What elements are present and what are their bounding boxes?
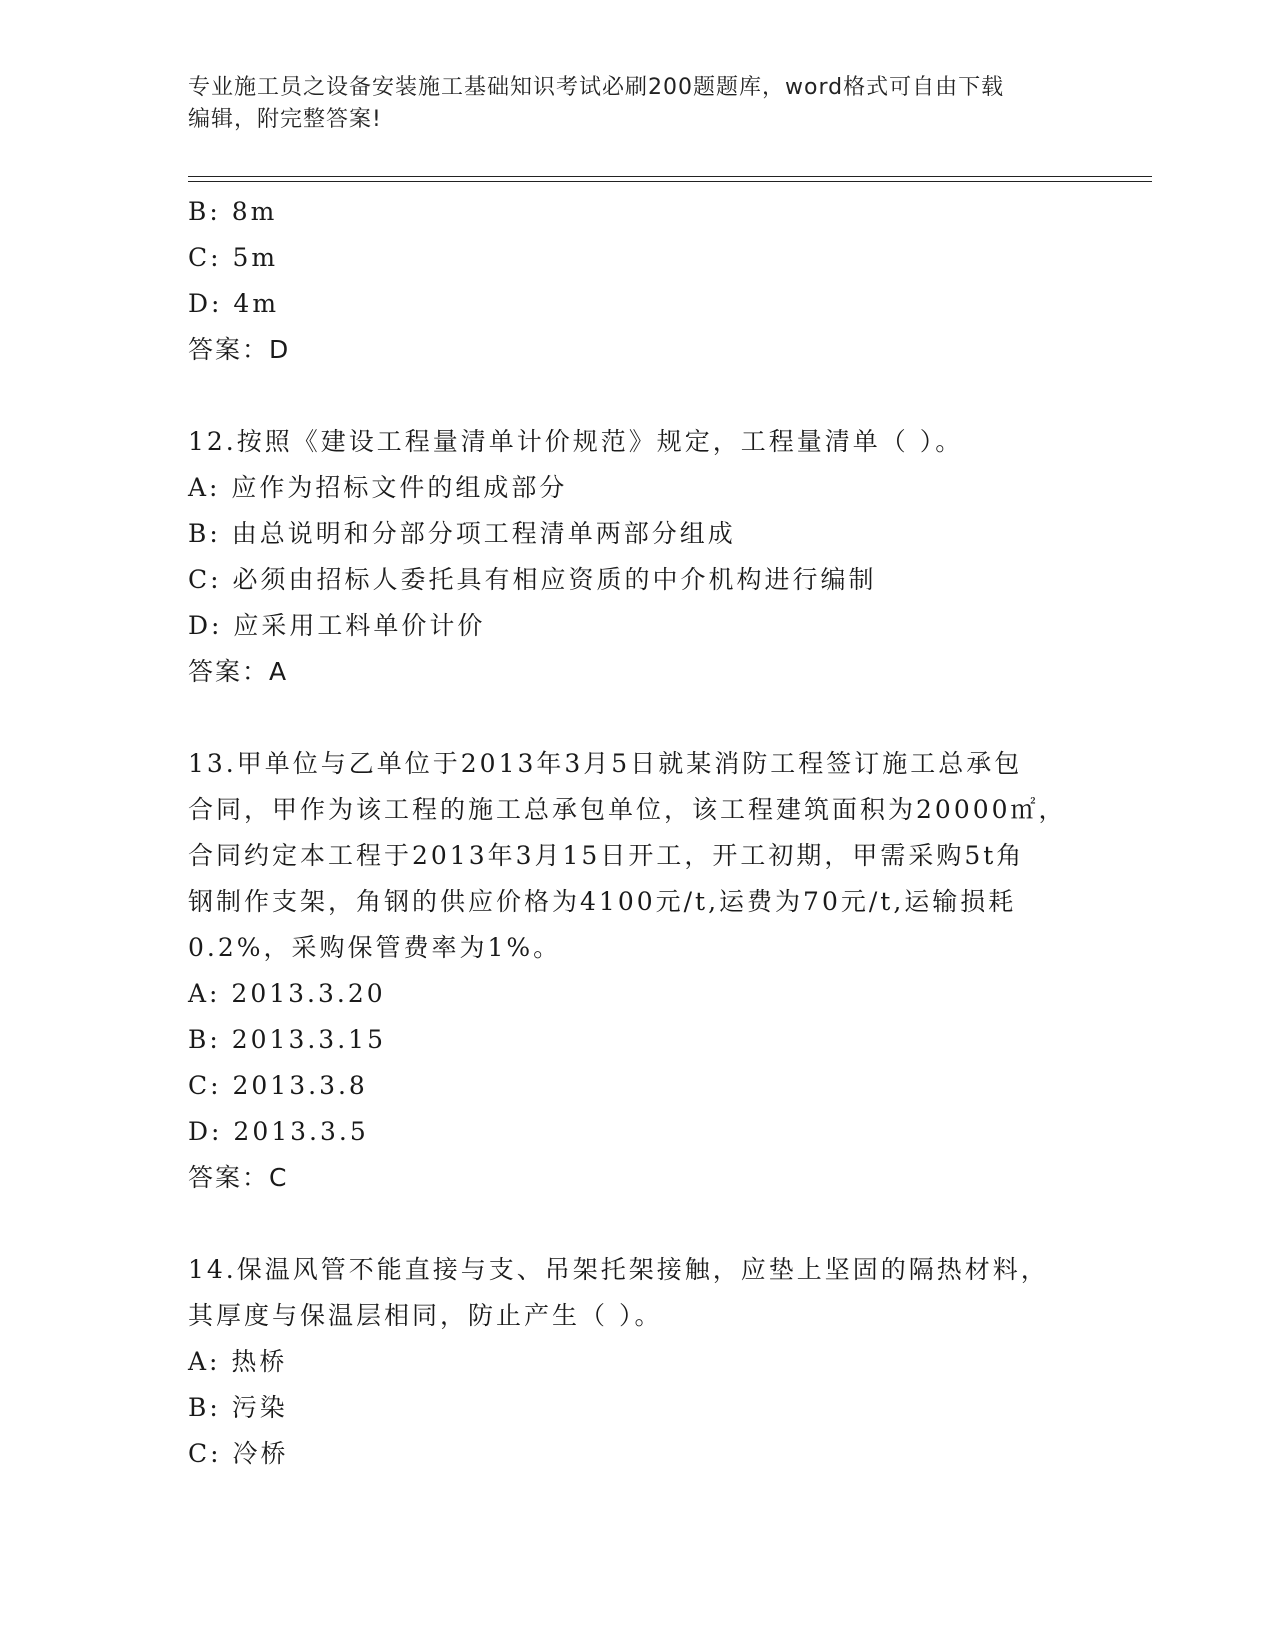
answer-label: 答案：D [188, 335, 291, 364]
question-stem-line: 14.保温风管不能直接与支、吊架托架接触，应垫上坚固的隔热材料， [188, 1255, 1049, 1284]
option-b: B: 污染 [188, 1393, 288, 1422]
question-stem-line: 钢制作支架，角钢的供应价格为4100元/t,运费为70元/t,运输损耗 [188, 887, 1017, 916]
question-stem: 12.按照《建设工程量清单计价规范》规定，工程量清单（ ）。 [188, 427, 964, 456]
question-stem-line: 0.2%，采购保管费率为1%。 [188, 933, 562, 962]
question-14 [188, 1247, 1088, 1477]
question-stem-line: 其厚度与保温层相同，防止产生（ ）。 [188, 1301, 663, 1330]
question-13 [188, 741, 1088, 1201]
answer-label: 答案：A [188, 657, 289, 686]
page-header [188, 72, 1068, 136]
question-11-tail [188, 189, 1088, 373]
question-stem-line: 合同约定本工程于2013年3月15日开工，开工初期，甲需采购5t角 [188, 841, 1025, 870]
spacer [188, 695, 1088, 741]
option-a: A: 应作为招标文件的组成部分 [188, 473, 568, 502]
question-12 [188, 419, 1088, 695]
spacer [188, 373, 1088, 419]
option-d: D: 2013.3.5 [188, 1117, 369, 1146]
spacer [188, 1201, 1088, 1247]
option-b: B: 2013.3.15 [188, 1025, 386, 1054]
header-rule-top [188, 176, 1152, 177]
option-c: C: 5m [188, 243, 279, 272]
answer-label: 答案：C [188, 1163, 289, 1192]
option-c: C: 必须由招标人委托具有相应资质的中介机构进行编制 [188, 565, 877, 594]
option-d: D: 应采用工料单价计价 [188, 611, 486, 640]
option-c: C: 冷桥 [188, 1439, 289, 1468]
option-a: A: 2013.3.20 [188, 979, 386, 1008]
option-b: B: 由总说明和分部分项工程清单两部分组成 [188, 519, 736, 548]
question-stem-line: 合同，甲作为该工程的施工总承包单位，该工程建筑面积为20000㎡， [188, 795, 1067, 824]
option-b: B: 8m [188, 197, 278, 226]
option-a: A: 热桥 [188, 1347, 288, 1376]
header-title-line1: 专业施工员之设备安装施工基础知识考试必刷200题题库，word格式可自由下载 [188, 75, 1005, 100]
option-d: D: 4m [188, 289, 280, 318]
header-title-line2: 编辑，附完整答案! [188, 107, 382, 132]
option-c: C: 2013.3.8 [188, 1071, 368, 1100]
question-list [188, 189, 1088, 1477]
question-stem-line: 13.甲单位与乙单位于2013年3月5日就某消防工程签订施工总承包 [188, 749, 1023, 778]
header-rule-bottom [188, 181, 1152, 182]
